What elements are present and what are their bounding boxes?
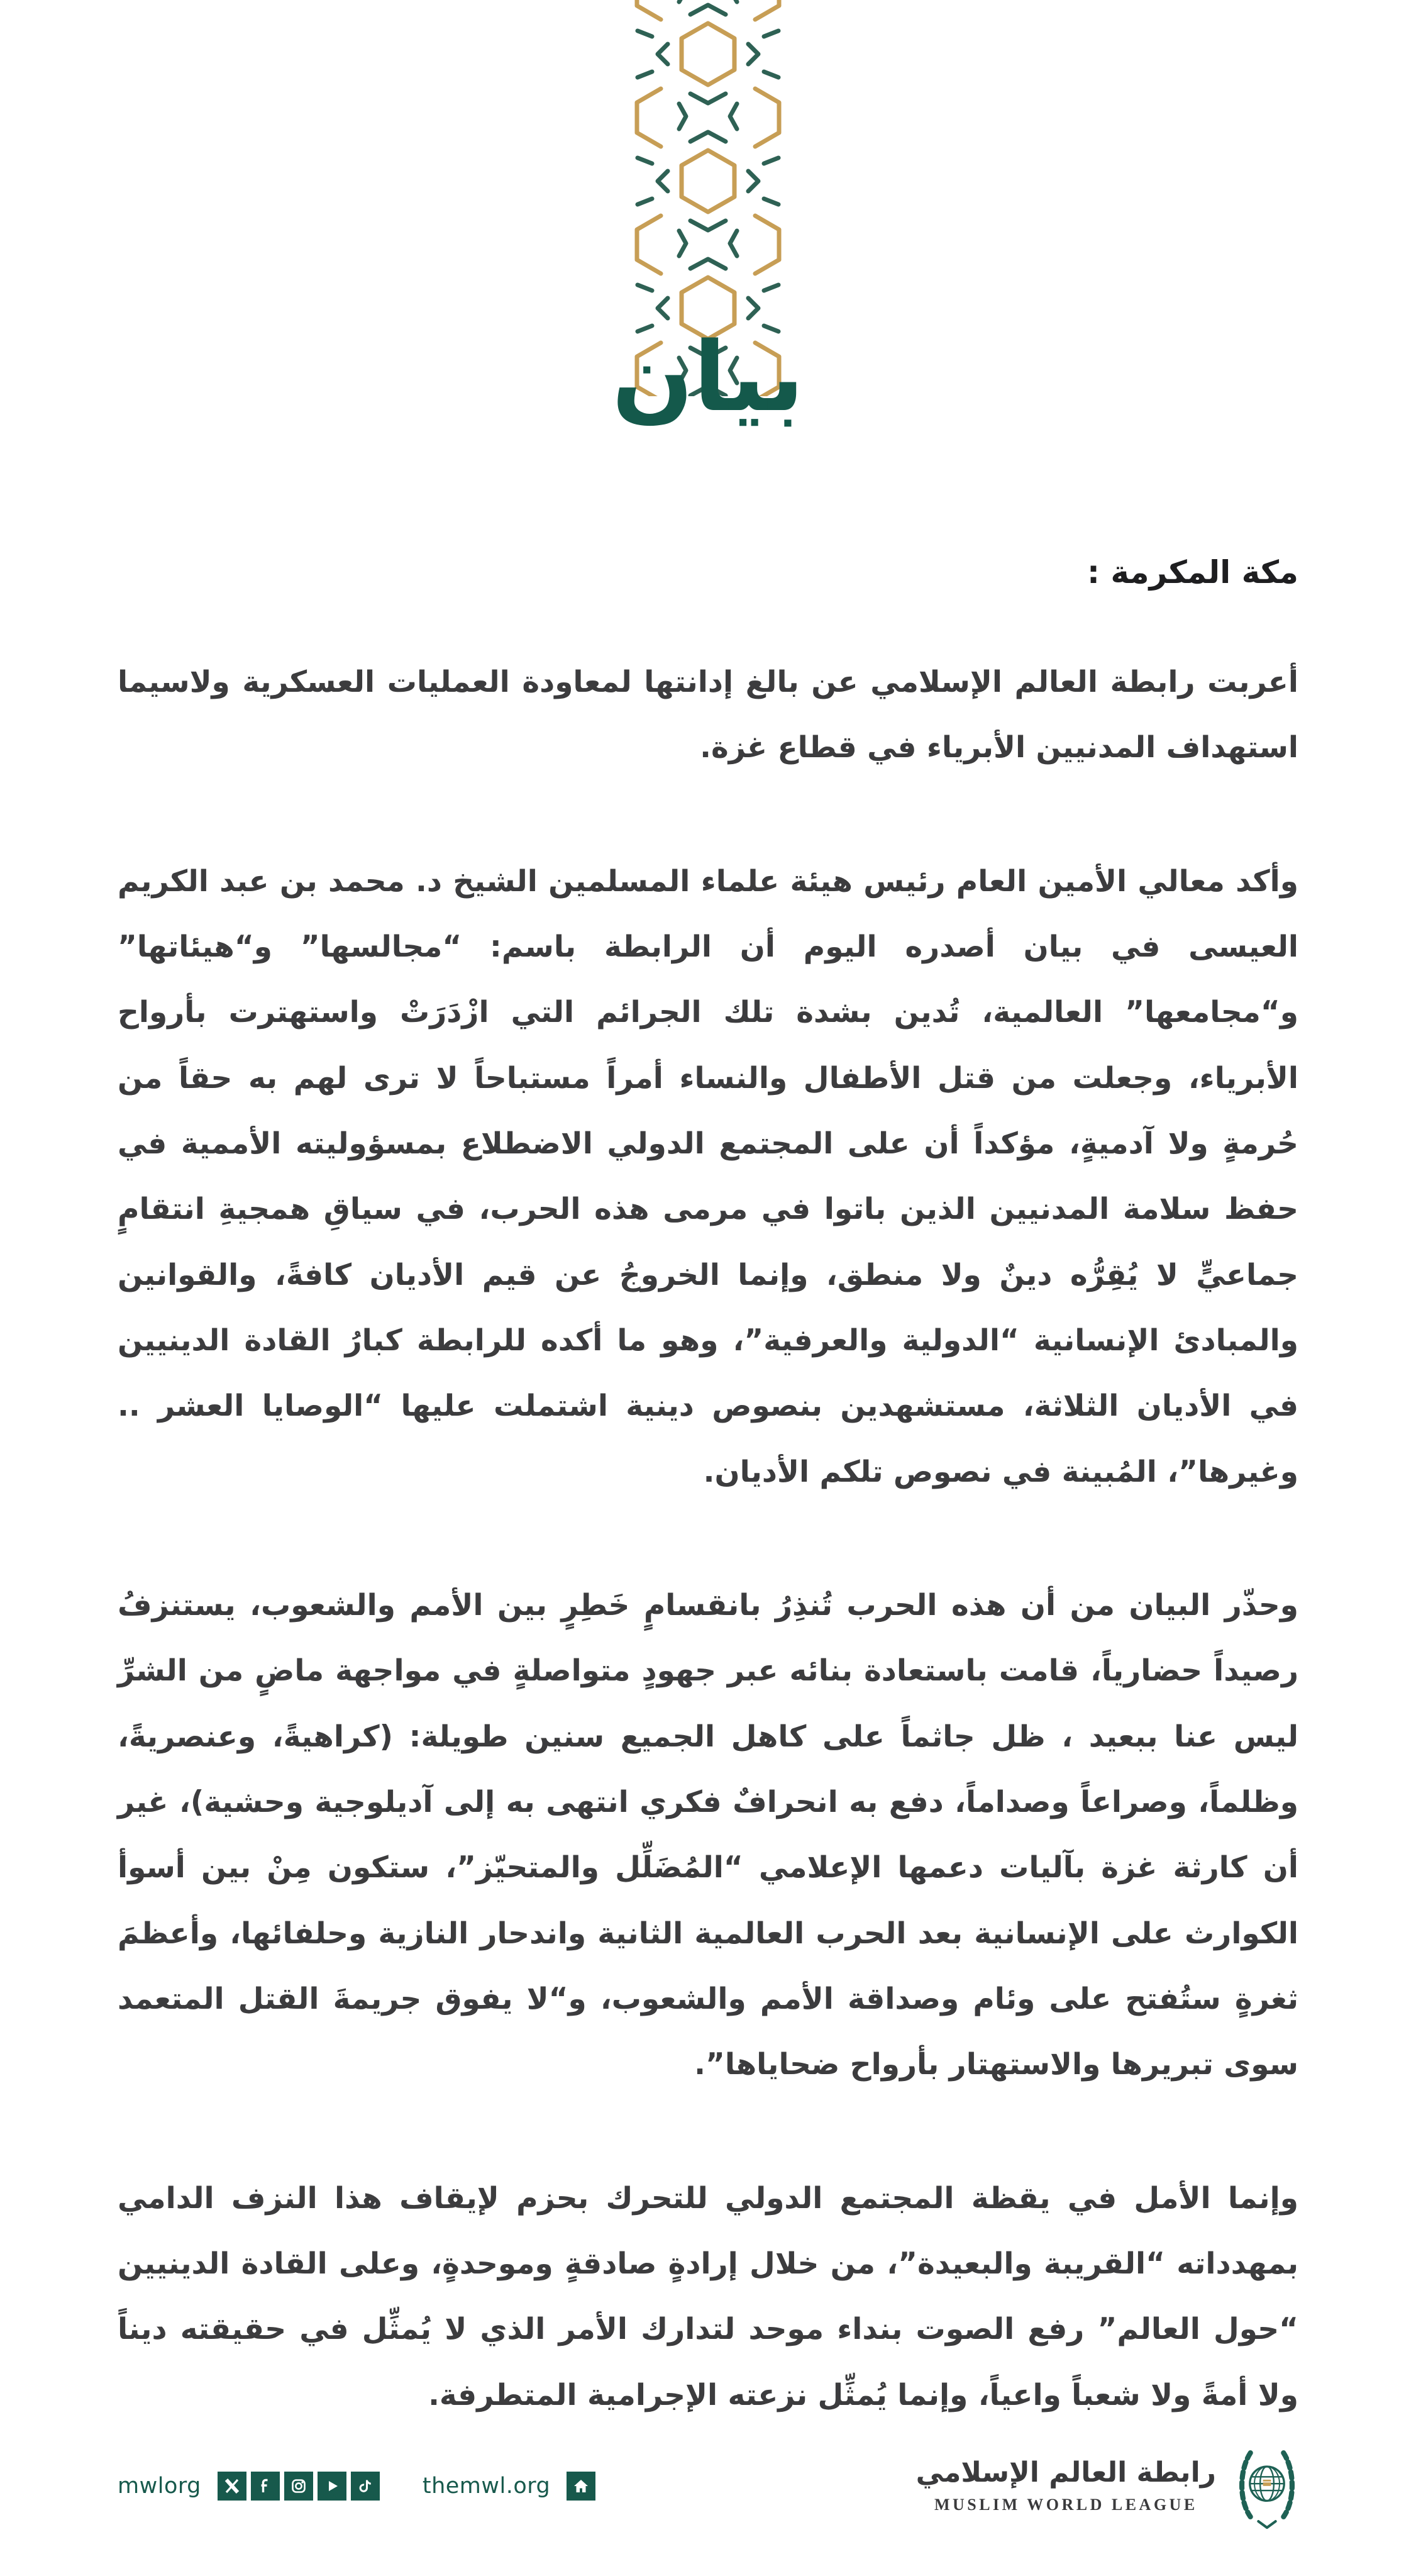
social-icon-row xyxy=(218,2472,380,2501)
statement-paragraph-1: أعربت رابطة العالم الإسلامي عن بالغ إدانتها لمعاودة العمليات العسكرية ولاسيما استهداف المدنيين الأبرياء في قطاع غزة. xyxy=(118,665,1298,765)
statement-body xyxy=(118,552,1298,2496)
website-link[interactable]: themwl.org xyxy=(422,2473,551,2499)
instagram-icon[interactable] xyxy=(284,2472,313,2501)
youtube-icon[interactable] xyxy=(318,2472,346,2501)
location-heading: مكة المكرمة : xyxy=(1087,554,1298,591)
home-icon[interactable] xyxy=(567,2472,595,2501)
footer xyxy=(118,2433,1304,2540)
social-handle: mwlorg xyxy=(118,2473,201,2499)
facebook-icon[interactable] xyxy=(251,2472,280,2501)
tiktok-icon[interactable] xyxy=(351,2472,380,2501)
statement-paragraph-4: وإنما الأمل في يقظة المجتمع الدولي للتحرك بحزم لإيقاف هذا النزف الدامي بمهدداته “القريبة والبعيدة”، من خلال إرادةٍ صادقةٍ وموحدةٍ، وعلى القادة الدينيين “حول العالم” رفع الصوت بنداء موحد لتدارك الأمر الذي لا يُمثِّل في حقيقته ديناً ولا أمةً ولا شعباً واعياً، وإنما يُمثِّل نزعته الإجرامية المتطرفة. xyxy=(118,2180,1298,2412)
footer-social-links xyxy=(118,2472,595,2501)
mwl-logo xyxy=(916,2438,1304,2534)
mwl-logo-text xyxy=(916,2458,1216,2514)
page-title: بيان xyxy=(612,321,804,433)
statement-paragraph-2: وأكد معالي الأمين العام رئيس هيئة علماء المسلمين الشيخ د. محمد بن عبد الكريم العيسى في بيان أصدره اليوم أن الرابطة باسم: “مجالسها” و“هيئاتها” و“مجامعها” العالمية، تُدين بشدة تلك الجرائم التي ازْدَرَتْ واستهترت بأرواح الأبرياء، وجعلت من قتل الأطفال والنساء أمراً مستباحاً لا ترى لهم به حقاً من حُرمةٍ ولا آدميةٍ، مؤكداً أن على المجتمع الدولي الاضطلاع بمسؤوليته الأممية في حفظ سلامة المدنيين الذين باتوا في مرمى هذه الحرب، في سياقِ همجيةِ انتقامٍ جماعيٍّ لا يُقِرُّه دينٌ ولا منطق، وإنما الخروجُ عن قيم الأديان كافةً، والقوانين والمبادئ الإنسانية “الدولية والعرفية”، وهو ما أكده للرابطة كبارُ القادة الدينيين في الأديان الثلاثة، مستشهدين بنصوص دينية اشتملت عليها “الوصايا العشر .. وغيرها”، المُبينة في نصوص تلكم الأديان. xyxy=(118,863,1298,1489)
mwl-logo-arabic-name: رابطة العالم الإسلامي xyxy=(915,2456,1216,2489)
x-icon[interactable] xyxy=(218,2472,246,2501)
statement-paragraph-3: وحذّر البيان من أن هذه الحرب تُنذِرُ بانقسامٍ خَطِرٍ بين الأمم والشعوب، يستنزفُ رصيداً حضارياً، قامت باستعادة بنائه عبر جهودٍ متواصلةٍ في مواجهة ماضٍ من الشرِّ ليس عنا ببعيد ، ظل جاثماً على كاهل الجميع سنين طويلة: (كراهيةً، وعنصريةً، وظلماً، وصراعاً وصداماً، دفع به انحرافٌ فكري انتهى به إلى آديلوجية وحشية)، غير أن كارثة غزة بآليات دعمها الإعلامي “المُضَلِّل والمتحيّز”، ستكون مِنْ بين أسوأ الكوارث على الإنسانية بعد الحرب العالمية الثانية واندحار النازية وحلفائها، وأعظمَ ثغرةٍ ستُفتح على وئام وصداقة الأمم والشعوب، و“لا يفوق جريمةَ القتل المتعمد سوى تبريرها والاستهتار بأرواح ضحاياها”. xyxy=(118,1587,1298,2082)
mwl-emblem-icon xyxy=(1230,2438,1304,2534)
mwl-logo-english-name: MUSLIM WORLD LEAGUE xyxy=(934,2496,1198,2514)
